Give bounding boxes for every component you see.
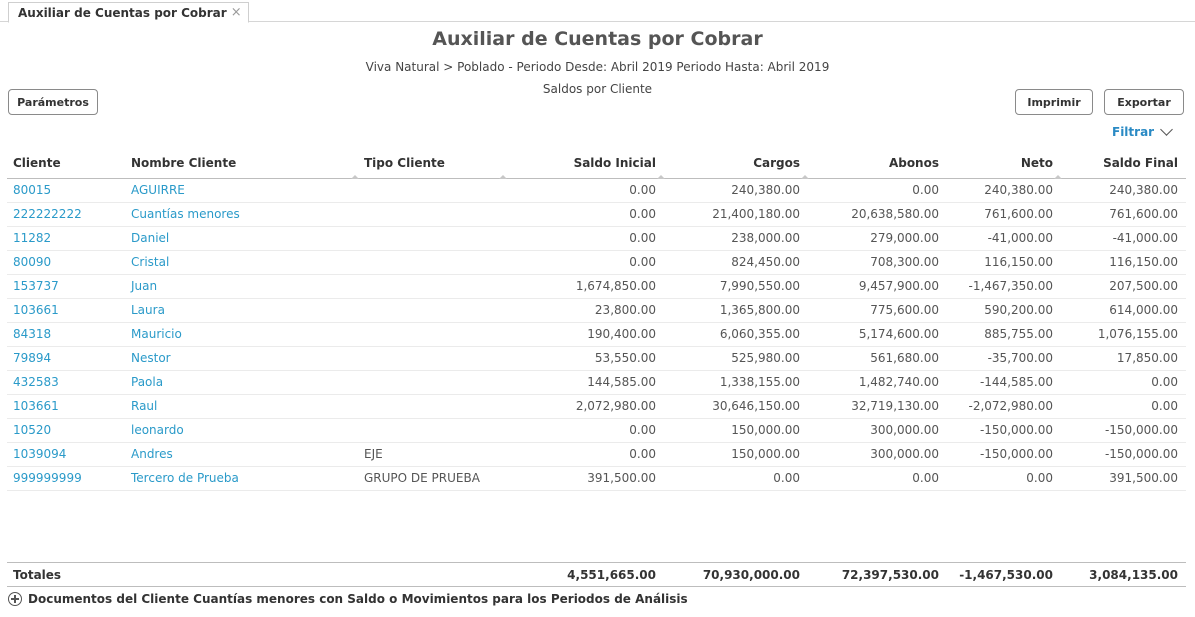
cell-neto: -1,467,350.00 <box>947 274 1061 298</box>
cell-saldo-inicial: 2,072,980.00 <box>506 394 664 418</box>
col-header-nombre[interactable]: Nombre Cliente <box>125 148 358 178</box>
table-row <box>7 226 1186 250</box>
totals-label: Totales <box>7 563 125 587</box>
cell-client-id[interactable]: 10520 <box>7 418 125 442</box>
total-saldo-inicial: 4,551,665.00 <box>506 563 664 587</box>
cell-abonos: 300,000.00 <box>808 418 947 442</box>
cell-client-name[interactable]: Raul <box>125 394 358 418</box>
cell-saldo-inicial: 0.00 <box>506 250 664 274</box>
cell-cargos: 1,365,800.00 <box>664 298 808 322</box>
cell-saldo-final: 207,500.00 <box>1061 274 1186 298</box>
print-button[interactable]: Imprimir <box>1015 89 1093 115</box>
tab-bar <box>0 0 1195 22</box>
cell-saldo-final: 761,600.00 <box>1061 202 1186 226</box>
cell-saldo-final: 1,076,155.00 <box>1061 322 1186 346</box>
cell-client-type <box>358 418 506 442</box>
table-row <box>7 346 1186 370</box>
cell-saldo-inicial: 53,550.00 <box>506 346 664 370</box>
totals-table <box>7 562 1186 587</box>
cell-client-id[interactable]: 79894 <box>7 346 125 370</box>
params-button[interactable]: Parámetros <box>8 89 98 115</box>
cell-client-type <box>358 250 506 274</box>
cell-saldo-inicial: 0.00 <box>506 202 664 226</box>
cell-abonos: 279,000.00 <box>808 226 947 250</box>
cell-neto: 885,755.00 <box>947 322 1061 346</box>
cell-neto: -35,700.00 <box>947 346 1061 370</box>
cell-cargos: 1,338,155.00 <box>664 370 808 394</box>
table-header-row <box>7 148 1186 178</box>
cell-cargos: 7,990,550.00 <box>664 274 808 298</box>
cell-abonos: 708,300.00 <box>808 250 947 274</box>
page-title: Auxiliar de Cuentas por Cobrar <box>432 28 763 50</box>
cell-saldo-final: 614,000.00 <box>1061 298 1186 322</box>
cell-abonos: 0.00 <box>808 178 947 202</box>
cell-saldo-inicial: 1,674,850.00 <box>506 274 664 298</box>
cell-client-type <box>358 322 506 346</box>
cell-abonos: 32,719,130.00 <box>808 394 947 418</box>
cell-client-type <box>358 274 506 298</box>
cell-client-name[interactable]: leonardo <box>125 418 358 442</box>
cell-client-id[interactable]: 103661 <box>7 394 125 418</box>
col-header-tipo[interactable]: Tipo Cliente <box>358 148 506 178</box>
cell-neto: -150,000.00 <box>947 442 1061 466</box>
total-neto: -1,467,530.00 <box>947 563 1061 587</box>
client-documents-expander[interactable] <box>8 592 688 606</box>
cell-cargos: 240,380.00 <box>664 178 808 202</box>
tab-auxiliar-cuentas[interactable] <box>8 2 249 23</box>
cell-client-id[interactable]: 1039094 <box>7 442 125 466</box>
cell-saldo-final: 391,500.00 <box>1061 466 1186 490</box>
cell-saldo-inicial: 0.00 <box>506 178 664 202</box>
cell-saldo-inicial: 23,800.00 <box>506 298 664 322</box>
cell-cargos: 150,000.00 <box>664 418 808 442</box>
cell-neto: 240,380.00 <box>947 178 1061 202</box>
cell-client-id[interactable]: 11282 <box>7 226 125 250</box>
cell-client-id[interactable]: 432583 <box>7 370 125 394</box>
cell-saldo-final: -150,000.00 <box>1061 418 1186 442</box>
filter-label: Filtrar <box>1112 125 1155 139</box>
table-row <box>7 298 1186 322</box>
col-header-saldo-inicial[interactable]: Saldo Inicial <box>506 148 664 178</box>
cell-client-name[interactable]: AGUIRRE <box>125 178 358 202</box>
cell-client-name[interactable]: Juan <box>125 274 358 298</box>
plus-circle-icon <box>8 592 22 606</box>
cell-client-id[interactable]: 999999999 <box>7 466 125 490</box>
cell-client-type <box>358 226 506 250</box>
cell-cargos: 6,060,355.00 <box>664 322 808 346</box>
close-icon[interactable]: × <box>230 5 242 20</box>
cell-client-name[interactable]: Cuantías menores <box>125 202 358 226</box>
total-saldo-final: 3,084,135.00 <box>1061 563 1186 587</box>
totals-row <box>7 563 1186 587</box>
table-row <box>7 466 1186 490</box>
cell-saldo-final: -41,000.00 <box>1061 226 1186 250</box>
cell-cargos: 150,000.00 <box>664 442 808 466</box>
cell-client-name[interactable]: Cristal <box>125 250 358 274</box>
table-row <box>7 250 1186 274</box>
cell-abonos: 1,482,740.00 <box>808 370 947 394</box>
cell-neto: -41,000.00 <box>947 226 1061 250</box>
cell-client-id[interactable]: 103661 <box>7 298 125 322</box>
cell-saldo-inicial: 0.00 <box>506 418 664 442</box>
cell-cargos: 0.00 <box>664 466 808 490</box>
cell-client-id[interactable]: 222222222 <box>7 202 125 226</box>
cell-saldo-final: 0.00 <box>1061 370 1186 394</box>
cell-saldo-final: 240,380.00 <box>1061 178 1186 202</box>
cell-cargos: 21,400,180.00 <box>664 202 808 226</box>
cell-neto: 0.00 <box>947 466 1061 490</box>
table-row <box>7 394 1186 418</box>
col-header-cargos[interactable]: Cargos <box>664 148 808 178</box>
table-row <box>7 178 1186 202</box>
client-documents-label: Documentos del Cliente Cuantías menores con Saldo o Movimientos para los Periodos de Análisis <box>28 592 688 606</box>
cell-abonos: 775,600.00 <box>808 298 947 322</box>
cell-client-id[interactable]: 80090 <box>7 250 125 274</box>
accounts-table <box>7 148 1186 491</box>
cell-client-type: EJE <box>358 442 506 466</box>
cell-saldo-inicial: 144,585.00 <box>506 370 664 394</box>
col-header-neto[interactable]: Neto <box>947 148 1061 178</box>
cell-saldo-final: 0.00 <box>1061 394 1186 418</box>
cell-saldo-inicial: 0.00 <box>506 442 664 466</box>
table-row <box>7 370 1186 394</box>
table-row <box>7 442 1186 466</box>
cell-client-id[interactable]: 153737 <box>7 274 125 298</box>
cell-client-id[interactable]: 80015 <box>7 178 125 202</box>
total-abonos: 72,397,530.00 <box>808 563 947 587</box>
chevron-down-icon <box>1160 123 1173 136</box>
cell-abonos: 20,638,580.00 <box>808 202 947 226</box>
page-subtitle: Viva Natural > Poblado - Periodo Desde: Abril 2019 Periodo Hasta: Abril 2019 <box>365 60 830 74</box>
cell-cargos: 238,000.00 <box>664 226 808 250</box>
col-header-saldo-final[interactable]: Saldo Final <box>1061 148 1186 178</box>
cell-neto: -144,585.00 <box>947 370 1061 394</box>
export-button[interactable]: Exportar <box>1104 89 1184 115</box>
cell-cargos: 30,646,150.00 <box>664 394 808 418</box>
total-cargos: 70,930,000.00 <box>664 563 808 587</box>
cell-saldo-inicial: 391,500.00 <box>506 466 664 490</box>
cell-client-name[interactable]: Paola <box>125 370 358 394</box>
cell-saldo-inicial: 0.00 <box>506 226 664 250</box>
cell-client-type <box>358 394 506 418</box>
table-row <box>7 274 1186 298</box>
col-header-abonos[interactable]: Abonos <box>808 148 947 178</box>
cell-abonos: 5,174,600.00 <box>808 322 947 346</box>
cell-saldo-final: 17,850.00 <box>1061 346 1186 370</box>
tab-label: Auxiliar de Cuentas por Cobrar <box>18 5 227 20</box>
cell-saldo-final: 116,150.00 <box>1061 250 1186 274</box>
cell-abonos: 561,680.00 <box>808 346 947 370</box>
cell-cargos: 525,980.00 <box>664 346 808 370</box>
cell-client-name[interactable]: Andres <box>125 442 358 466</box>
page-subtitle-grouping: Saldos por Cliente <box>542 82 653 96</box>
cell-neto: 590,200.00 <box>947 298 1061 322</box>
table-row <box>7 202 1186 226</box>
cell-neto: -150,000.00 <box>947 418 1061 442</box>
cell-client-type: GRUPO DE PRUEBA <box>358 466 506 490</box>
cell-client-name[interactable]: Nestor <box>125 346 358 370</box>
cell-saldo-final: -150,000.00 <box>1061 442 1186 466</box>
cell-neto: -2,072,980.00 <box>947 394 1061 418</box>
cell-client-name[interactable]: Mauricio <box>125 322 358 346</box>
cell-cargos: 824,450.00 <box>664 250 808 274</box>
cell-client-type <box>358 370 506 394</box>
cell-client-id[interactable]: 84318 <box>7 322 125 346</box>
cell-abonos: 9,457,900.00 <box>808 274 947 298</box>
table-row <box>7 418 1186 442</box>
table-row <box>7 322 1186 346</box>
cell-client-type <box>358 178 506 202</box>
cell-client-type <box>358 202 506 226</box>
cell-client-name[interactable]: Tercero de Prueba <box>125 466 358 490</box>
cell-client-name[interactable]: Laura <box>125 298 358 322</box>
cell-saldo-inicial: 190,400.00 <box>506 322 664 346</box>
col-header-cliente[interactable]: Cliente <box>7 148 125 178</box>
filter-toggle[interactable] <box>1112 125 1171 139</box>
cell-neto: 116,150.00 <box>947 250 1061 274</box>
cell-neto: 761,600.00 <box>947 202 1061 226</box>
cell-client-name[interactable]: Daniel <box>125 226 358 250</box>
cell-client-type <box>358 346 506 370</box>
cell-abonos: 0.00 <box>808 466 947 490</box>
cell-abonos: 300,000.00 <box>808 442 947 466</box>
cell-client-type <box>358 298 506 322</box>
